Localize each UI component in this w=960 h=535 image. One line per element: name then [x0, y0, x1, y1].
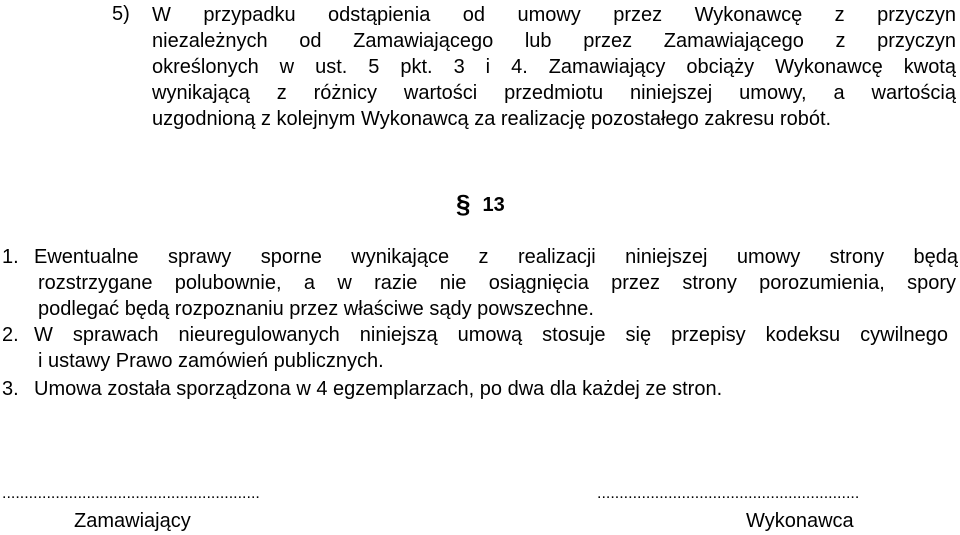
paragraph-3-text-1: Umowa została sporządzona w 4 egzemplarzach, po dwa dla każdej ze stron.: [34, 378, 723, 400]
paragraph-2-line-1: [2, 322, 948, 348]
paragraph-2-number: 2.: [2, 324, 19, 346]
signature-line-left: ..........................................................: [2, 485, 260, 502]
paragraph-3-number: 3.: [2, 378, 19, 400]
section-sign: §: [456, 189, 471, 219]
item-5-line-2: niezależnych od Zamawiającego lub przez Zamawiającego z przyczyn: [152, 30, 956, 52]
item-5-line-4: wynikającą z różnicy wartości przedmiotu niniejszej umowy, a wartością: [152, 82, 956, 104]
item-5-line-3: określonych w ust. 5 pkt. 3 i 4. Zamawiający obciąży Wykonawcę kwotą: [152, 56, 956, 78]
paragraph-1-line-1: [2, 244, 958, 270]
paragraph-1-line-2: rozstrzygane polubownie, a w razie nie osiągnięcia przez strony porozumienia, spory: [38, 272, 956, 294]
item-5-line-1: W przypadku odstąpienia od umowy przez Wykonawcę z przyczyn: [152, 4, 956, 26]
paragraph-2-text-1: W sprawach nieuregulowanych niniejszą umową stosuje się przepisy kodeksu cywilnego: [34, 324, 948, 346]
signature-label-left: Zamawiający: [74, 510, 191, 532]
item-5-line-5: uzgodnioną z kolejnym Wykonawcą za realizację pozostałego zakresu robót.: [152, 108, 832, 130]
paragraph-1-line-3: podlegać będą rozpoznaniu przez właściwe sądy powszechne.: [38, 298, 594, 320]
paragraph-1-number: 1.: [2, 246, 19, 268]
paragraph-3-line-1: [2, 376, 958, 402]
item-5-number: 5): [112, 3, 130, 25]
paragraph-1-text-1: Ewentualne sprawy sporne wynikające z realizacji niniejszej umowy strony będą: [34, 246, 958, 268]
paragraph-2-line-2: i ustawy Prawo zamówień publicznych.: [38, 350, 384, 372]
section-number: 13: [482, 194, 505, 216]
signature-label-right: Wykonawca: [746, 510, 854, 532]
signature-line-right: ...........................................................: [597, 485, 860, 502]
section-heading: [456, 187, 505, 218]
